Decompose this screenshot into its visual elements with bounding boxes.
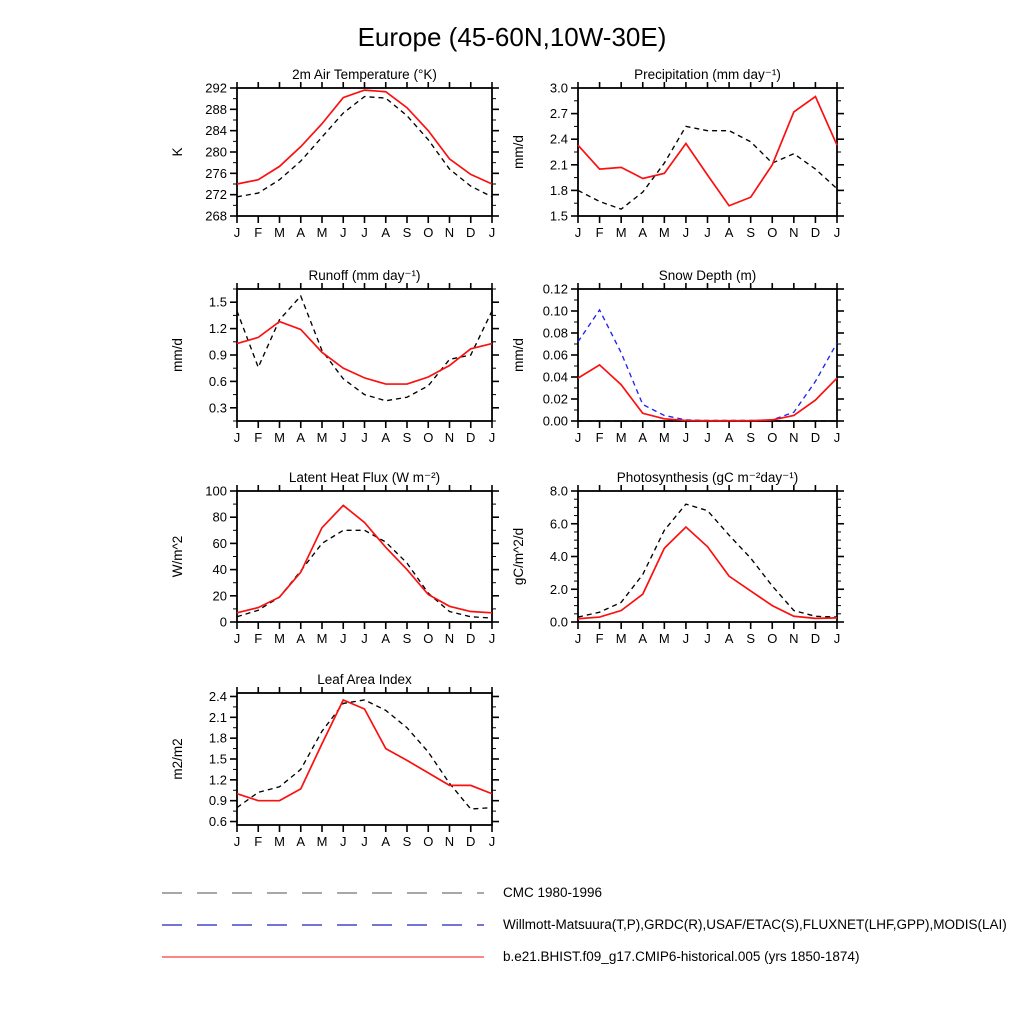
x-tick-label: O <box>423 430 434 445</box>
panel-title: Photosynthesis (gC m⁻²day⁻¹) <box>616 470 799 485</box>
series-model-red-line <box>237 90 492 184</box>
y-tick-label: 280 <box>205 144 227 160</box>
y-tick-label: 100 <box>205 483 227 499</box>
x-tick-label: A <box>381 225 391 240</box>
x-tick-label: F <box>254 225 263 240</box>
x-tick-label: F <box>595 631 604 646</box>
x-tick-label: M <box>316 834 328 849</box>
x-tick-label: N <box>444 225 455 240</box>
legend-entry-cmc <box>160 877 1020 909</box>
y-tick-label: 0.04 <box>542 369 568 385</box>
x-tick-label: N <box>444 631 455 646</box>
panel-title: Precipitation (mm day⁻¹) <box>634 67 781 82</box>
y-tick-label: 2.1 <box>208 709 227 725</box>
x-tick-label: A <box>296 430 306 445</box>
x-tick-label: A <box>296 631 306 646</box>
x-tick-label: J <box>488 430 496 445</box>
x-tick-label: J <box>340 225 347 240</box>
x-tick-label: D <box>810 225 821 240</box>
x-tick-label: J <box>488 631 496 646</box>
x-tick-label: J <box>488 225 496 240</box>
x-tick-label: A <box>638 225 648 240</box>
x-tick-label: M <box>274 225 285 240</box>
y-tick-label: 0 <box>219 614 227 630</box>
panel-title: 2m Air Temperature (°K) <box>292 67 437 82</box>
x-tick-label: J <box>682 225 690 240</box>
x-tick-label: M <box>274 834 285 849</box>
series-obs-black-line <box>237 97 492 197</box>
plot-frame <box>578 289 837 421</box>
y-axis-label: mm/d <box>511 135 526 169</box>
x-tick-label: J <box>833 430 841 445</box>
x-tick-label: F <box>254 834 263 849</box>
y-tick-label: 0.12 <box>542 281 568 297</box>
y-tick-label: 292 <box>205 80 227 96</box>
panel-photosynthesis <box>503 467 862 656</box>
y-tick-label: 3.0 <box>549 80 568 96</box>
y-tick-label: 1.8 <box>208 730 227 746</box>
series-model-red-line <box>578 97 837 206</box>
y-tick-label: 8.0 <box>549 483 568 499</box>
y-tick-label: 2.7 <box>549 106 568 122</box>
legend-label: CMC 1980-1996 <box>503 885 603 900</box>
x-tick-label: J <box>574 225 582 240</box>
x-tick-label: M <box>316 631 328 646</box>
x-tick-label: O <box>423 225 434 240</box>
y-tick-label: 2.4 <box>549 131 568 147</box>
x-tick-label: D <box>466 225 476 240</box>
x-tick-label: J <box>233 631 241 646</box>
y-tick-label: 1.5 <box>208 294 227 310</box>
x-tick-label: A <box>381 430 391 445</box>
panel-runoff <box>162 265 517 455</box>
x-tick-label: O <box>767 631 778 646</box>
y-tick-label: 1.5 <box>549 208 568 224</box>
x-tick-label: M <box>615 225 627 240</box>
x-tick-label: J <box>704 225 711 240</box>
x-tick-label: S <box>402 834 412 849</box>
y-axis-label: K <box>170 147 185 157</box>
y-tick-label: 272 <box>205 187 227 203</box>
y-tick-label: 1.8 <box>549 182 568 198</box>
x-tick-label: A <box>638 430 648 445</box>
y-tick-label: 0.6 <box>208 814 227 830</box>
y-axis-label: mm/d <box>511 338 526 372</box>
plot-frame <box>237 88 492 216</box>
x-tick-label: D <box>466 631 476 646</box>
y-tick-label: 0.9 <box>208 793 227 809</box>
x-tick-label: N <box>789 225 799 240</box>
x-tick-label: F <box>595 430 604 445</box>
y-tick-label: 20 <box>212 588 227 604</box>
x-tick-label: A <box>724 631 734 646</box>
y-tick-label: 1.2 <box>208 772 227 788</box>
legend-entry-model <box>160 941 1020 973</box>
x-tick-label: M <box>615 631 627 646</box>
x-tick-label: F <box>254 430 263 445</box>
x-tick-label: A <box>724 225 734 240</box>
x-tick-label: M <box>316 225 328 240</box>
x-tick-label: N <box>789 631 799 646</box>
series-obs-black-line <box>237 700 492 809</box>
panel-air-temperature <box>162 64 517 250</box>
y-tick-label: 0.10 <box>542 303 568 319</box>
x-tick-label: J <box>704 430 711 445</box>
x-tick-label: J <box>361 834 368 849</box>
y-tick-label: 2.1 <box>549 157 568 173</box>
series-model-red-line <box>237 505 492 612</box>
y-axis-label: W/m^2 <box>170 535 185 578</box>
x-tick-label: M <box>658 631 670 646</box>
y-axis-label: mm/d <box>170 338 185 372</box>
x-tick-label: F <box>254 631 263 646</box>
x-tick-label: A <box>638 631 648 646</box>
latent-heat-flux-chart <box>162 467 517 656</box>
x-tick-label: J <box>488 834 496 849</box>
series-model-red-line <box>578 365 837 421</box>
legend-label: Willmott-Matsuura(T,P),GRDC(R),USAF/ETAC(S),FLUXNET(LHF,GPP),MODIS(LAI) <box>503 917 1007 932</box>
x-tick-label: O <box>767 430 778 445</box>
plot-frame <box>578 491 837 622</box>
x-tick-label: J <box>233 834 241 849</box>
y-tick-label: 80 <box>212 509 227 525</box>
leaf-area-index-chart <box>162 669 517 859</box>
plot-frame <box>237 289 492 421</box>
plot-frame <box>237 491 492 622</box>
photosynthesis-chart <box>503 467 862 656</box>
snow-depth-chart <box>503 265 862 455</box>
figure-title: Europe (45-60N,10W-30E) <box>357 22 667 52</box>
x-tick-label: N <box>444 834 455 849</box>
y-tick-label: 4.0 <box>549 549 568 564</box>
x-tick-label: D <box>466 430 476 445</box>
x-tick-label: D <box>810 430 821 445</box>
x-tick-label: M <box>658 430 670 445</box>
x-tick-label: S <box>402 631 412 646</box>
panel-latent-heat-flux <box>162 467 517 656</box>
x-tick-label: J <box>361 225 368 240</box>
x-tick-label: S <box>746 631 756 646</box>
x-tick-label: J <box>340 834 347 849</box>
x-tick-label: J <box>233 430 241 445</box>
series-obs-black-line <box>578 504 837 617</box>
series-model-red-line <box>237 700 492 801</box>
x-tick-label: J <box>574 631 582 646</box>
x-tick-label: J <box>704 631 711 646</box>
series-obs-black-line <box>237 530 492 618</box>
x-tick-label: J <box>682 631 690 646</box>
x-tick-label: N <box>789 430 799 445</box>
y-tick-label: 276 <box>205 165 227 181</box>
y-tick-label: 0.00 <box>542 413 568 429</box>
y-tick-label: 284 <box>205 123 227 139</box>
x-tick-label: O <box>423 631 434 646</box>
x-tick-label: M <box>274 631 285 646</box>
x-tick-label: A <box>381 631 391 646</box>
x-tick-label: M <box>274 430 285 445</box>
y-tick-label: 1.5 <box>208 751 227 767</box>
x-tick-label: D <box>466 834 476 849</box>
y-tick-label: 0.3 <box>208 400 227 416</box>
x-tick-label: S <box>746 225 756 240</box>
x-tick-label: J <box>833 631 841 646</box>
x-tick-label: J <box>340 631 347 646</box>
x-tick-label: M <box>316 430 328 445</box>
x-tick-label: J <box>682 430 690 445</box>
panel-title: Snow Depth (m) <box>658 268 757 283</box>
y-tick-label: 40 <box>212 562 227 578</box>
panel-title: Latent Heat Flux (W m⁻²) <box>288 470 441 485</box>
y-tick-label: 0.02 <box>542 391 568 407</box>
y-tick-label: 0.6 <box>208 373 227 389</box>
y-tick-label: 60 <box>212 535 227 551</box>
y-tick-label: 0.08 <box>542 325 568 341</box>
y-axis-label: m2/m2 <box>170 738 185 780</box>
y-tick-label: 1.2 <box>208 321 227 337</box>
panel-precipitation <box>503 64 862 250</box>
panel-title: Leaf Area Index <box>317 672 412 687</box>
runoff-chart <box>162 265 517 455</box>
x-tick-label: A <box>296 834 306 849</box>
legend-label: b.e21.BHIST.f09_g17.CMIP6-historical.005 (yrs 1850-1874) <box>503 949 860 964</box>
x-tick-label: J <box>361 430 368 445</box>
series-obs-black-line <box>237 296 492 401</box>
x-tick-label: J <box>574 430 582 445</box>
x-tick-label: J <box>340 430 347 445</box>
y-tick-label: 0.9 <box>208 347 227 363</box>
x-tick-label: M <box>615 430 627 445</box>
y-tick-label: 0.0 <box>549 614 568 630</box>
x-tick-label: M <box>658 225 670 240</box>
x-tick-label: O <box>423 834 434 849</box>
y-tick-label: 2.0 <box>549 581 568 597</box>
air-temperature-chart <box>162 64 517 250</box>
x-tick-label: N <box>444 430 455 445</box>
plot-frame <box>237 693 492 825</box>
y-tick-label: 268 <box>205 208 227 224</box>
x-tick-label: O <box>767 225 778 240</box>
y-tick-label: 0.06 <box>542 347 568 363</box>
x-tick-label: A <box>381 834 391 849</box>
x-tick-label: J <box>233 225 241 240</box>
y-axis-label: gC/m^2/d <box>511 527 526 586</box>
plot-frame <box>578 88 837 216</box>
x-tick-label: A <box>724 430 734 445</box>
x-tick-label: S <box>746 430 756 445</box>
x-tick-label: D <box>810 631 821 646</box>
panel-title: Runoff (mm day⁻¹) <box>308 268 421 283</box>
panel-snow-depth <box>503 265 862 455</box>
x-tick-label: J <box>361 631 368 646</box>
x-tick-label: S <box>402 225 412 240</box>
y-tick-label: 288 <box>205 101 227 117</box>
x-tick-label: S <box>402 430 412 445</box>
panel-leaf-area-index <box>162 669 517 859</box>
y-tick-label: 6.0 <box>549 516 568 532</box>
x-tick-label: J <box>833 225 841 240</box>
x-tick-label: F <box>595 225 604 240</box>
y-tick-label: 2.4 <box>208 688 227 704</box>
precipitation-chart <box>503 64 862 250</box>
legend-entry-obs <box>160 909 1020 941</box>
series-obs-blue-line <box>578 310 837 421</box>
x-tick-label: A <box>296 225 306 240</box>
legend <box>160 877 1020 973</box>
